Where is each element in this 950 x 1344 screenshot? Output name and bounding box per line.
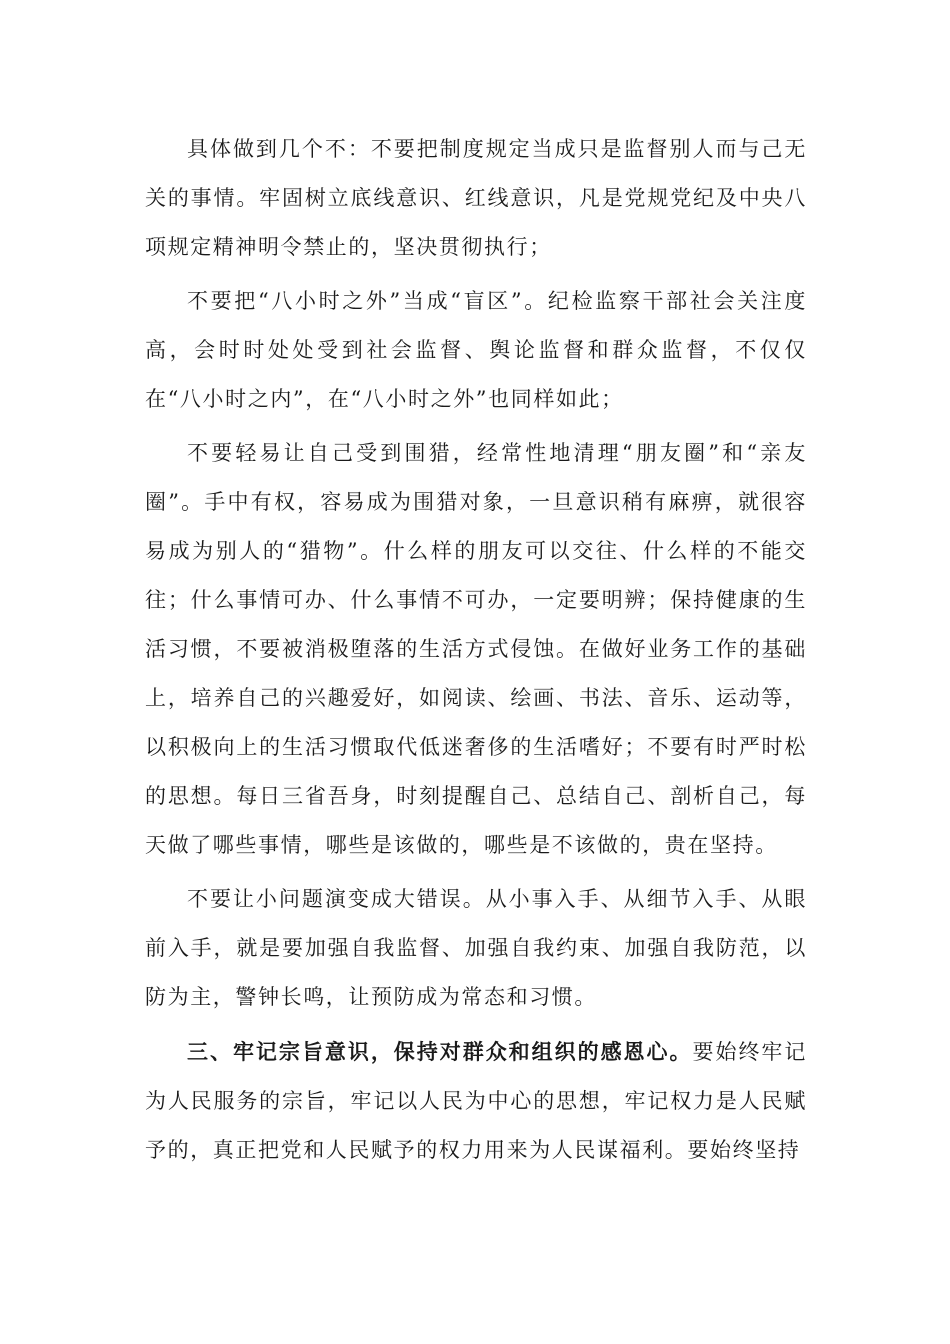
paragraph-1 <box>145 125 807 272</box>
paragraph-5-text: 要始终牢记为人民服务的宗旨，牢记以人民为中心的思想，牢记权力是人民赋予的，真正把党和人民赋予的权力用来为人民谋福利。要始终坚持 <box>145 1040 808 1162</box>
paragraph-3-text: 不要轻易让自己受到围猎，经常性地清理“朋友圈”和“亲友圈”。手中有权，容易成为围猎对象，一旦意识稍有麻痹，就很容易成为别人的“猎物”。什么样的朋友可以交往、什么样的不能交往；什么事情可办、什么事情不可办，一定要明辨；保持健康的生活习惯，不要被消极堕落的生活方式侵蚀。在做好业务工作的基础上，培养自己的兴趣爱好，如阅读、绘画、书法、音乐、运动等，以积极向上的生活习惯取代低迷奢侈的生活嗜好；不要有时严时松的思想。每日三省吾身，时刻提醒自己、总结自己、剖析自己，每天做了哪些事情，哪些是该做的，哪些是不该做的，贵在坚持。 <box>145 441 807 857</box>
paragraph-1-text: 具体做到几个不：不要把制度规定当成只是监督别人而与己无关的事情。牢固树立底线意识、红线意识，凡是党规党纪及中央八项规定精神明令禁止的，坚决贯彻执行； <box>145 137 807 259</box>
section-heading: 三、牢记宗旨意识，保持对群众和组织的感恩心。 <box>187 1039 693 1064</box>
paragraph-2 <box>145 277 807 424</box>
paragraph-5 <box>145 1027 807 1175</box>
paragraph-4 <box>145 875 807 1022</box>
document-body <box>145 125 807 1180</box>
paragraph-4-text: 不要让小问题演变成大错误。从小事入手、从细节入手、从眼前入手，就是要加强自我监督、加强自我约束、加强自我防范，以防为主，警钟长鸣，让预防成为常态和习惯。 <box>145 887 807 1009</box>
paragraph-2-text: 不要把“八小时之外”当成“盲区”。纪检监察干部社会关注度高，会时时处处受到社会监督、舆论监督和群众监督，不仅仅在“八小时之内”，在“八小时之外”也同样如此； <box>145 289 807 411</box>
paragraph-3 <box>145 429 807 870</box>
